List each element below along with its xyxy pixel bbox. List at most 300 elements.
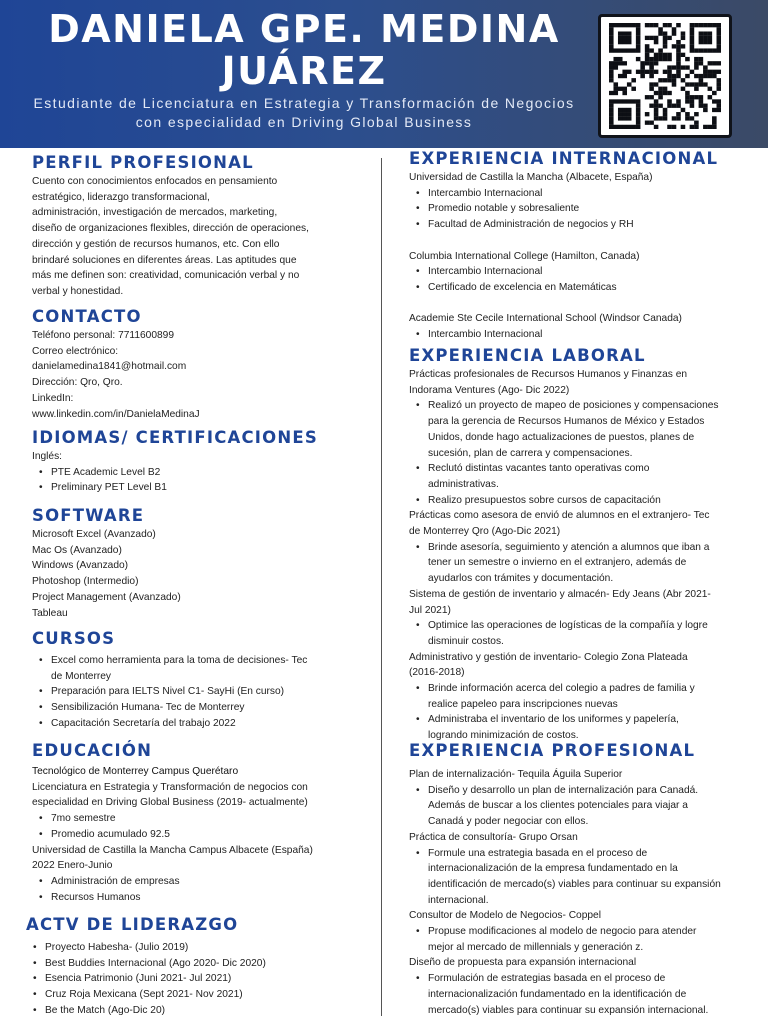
education-list bbox=[32, 811, 372, 842]
spacer bbox=[409, 296, 754, 312]
qr-module bbox=[649, 121, 654, 125]
qr-module bbox=[717, 108, 721, 112]
qr-module bbox=[667, 65, 672, 69]
qr-module bbox=[654, 104, 659, 108]
qr-module bbox=[613, 91, 618, 95]
qr-module bbox=[618, 23, 623, 27]
perfil-line: administración, investigación de mercados, marketing, bbox=[32, 207, 278, 219]
entry-list bbox=[409, 924, 754, 955]
qr-module bbox=[712, 116, 717, 120]
software-item: Microsoft Excel (Avanzado) bbox=[32, 529, 156, 540]
qr-module bbox=[663, 87, 668, 91]
qr-module bbox=[717, 27, 721, 31]
qr-module bbox=[609, 121, 614, 125]
qr-module bbox=[694, 112, 699, 116]
entry-title-line: Prácticas profesionales de Recursos Humanos y Finanzas en bbox=[409, 369, 688, 380]
list-item bbox=[428, 618, 754, 649]
qr-module bbox=[636, 36, 641, 40]
educacion-section bbox=[32, 740, 372, 905]
qr-module bbox=[618, 108, 623, 112]
qr-module bbox=[681, 108, 686, 112]
qr-module bbox=[676, 104, 681, 108]
qr-module bbox=[690, 125, 695, 129]
entry-list bbox=[409, 681, 754, 744]
qr-module bbox=[699, 74, 704, 78]
entry-title-line: (2016-2018) bbox=[409, 667, 465, 679]
qr-module bbox=[672, 116, 677, 120]
qr-module bbox=[685, 95, 690, 99]
linkedin-label: LinkedIn: bbox=[32, 392, 74, 404]
qr-module bbox=[694, 57, 699, 61]
section-heading: CURSOS bbox=[32, 629, 116, 648]
perfil-section bbox=[32, 152, 372, 300]
entry-title bbox=[409, 508, 754, 539]
qr-module bbox=[703, 82, 708, 86]
education-text bbox=[32, 843, 372, 874]
school-name: Universidad de Castilla la Mancha Campus Albacete (España) bbox=[32, 844, 313, 856]
qr-module bbox=[658, 31, 663, 35]
qr-module bbox=[649, 61, 654, 65]
qr-module bbox=[609, 36, 614, 40]
perfil-line: brindaré soluciones en diferentes áreas. Las aptitudes que bbox=[32, 254, 297, 266]
list-item bbox=[51, 700, 372, 716]
qr-module bbox=[676, 53, 681, 57]
entry-list bbox=[409, 540, 754, 587]
qr-module bbox=[694, 23, 699, 27]
qr-module bbox=[685, 74, 690, 78]
column-divider bbox=[381, 158, 382, 1016]
course-line: • Sensibilización Humana- Tec de Monterrey bbox=[51, 702, 245, 714]
qr-module bbox=[609, 112, 614, 116]
qr-module bbox=[649, 36, 654, 40]
qr-module bbox=[649, 104, 654, 108]
leadership-list bbox=[26, 940, 372, 1019]
linkedin-link[interactable]: www.linkedin.com/in/DanielaMedinaJ bbox=[32, 408, 200, 420]
qr-module bbox=[708, 31, 713, 35]
qr-module bbox=[658, 95, 663, 99]
qr-module bbox=[663, 36, 668, 40]
qr-module bbox=[636, 99, 641, 103]
qr-module bbox=[676, 48, 681, 52]
qr-module bbox=[694, 87, 699, 91]
qr-module bbox=[640, 74, 645, 78]
exp-profesional-section bbox=[409, 740, 754, 1018]
qr-module bbox=[613, 125, 618, 129]
qr-module bbox=[672, 44, 677, 48]
qr-module bbox=[618, 57, 623, 61]
qr-module bbox=[645, 57, 650, 61]
item-line: • Diseño y desarrollo un plan de internalización para Canadá. bbox=[428, 784, 699, 796]
entry-title-line: Jul 2021) bbox=[409, 604, 451, 616]
language-label: Inglés: bbox=[32, 451, 63, 462]
qr-module bbox=[627, 112, 632, 116]
entry-title bbox=[409, 587, 754, 618]
exp-laboral-section bbox=[409, 345, 754, 744]
item-line: • Brinde asesoría, seguimiento y atención a alumnos que iban a bbox=[428, 541, 710, 553]
list-item bbox=[428, 971, 754, 1018]
qr-module bbox=[609, 40, 614, 44]
contacto-text bbox=[32, 328, 372, 422]
qr-module bbox=[622, 70, 627, 74]
liderazgo-section bbox=[26, 914, 372, 1019]
qr-module bbox=[649, 87, 654, 91]
qr-module bbox=[636, 27, 641, 31]
qr-module bbox=[613, 82, 618, 86]
qr-module bbox=[618, 61, 623, 65]
qr-module bbox=[627, 31, 632, 35]
list-item bbox=[51, 684, 372, 700]
qr-module bbox=[649, 95, 654, 99]
item-line: • Realizó un proyecto de mapeo de posiciones y compensaciones bbox=[428, 400, 719, 412]
item-line: Canadá y poder negociar con ellos. bbox=[428, 816, 589, 828]
qr-module bbox=[622, 125, 627, 129]
qr-module bbox=[712, 70, 717, 74]
qr-module bbox=[681, 125, 686, 129]
qr-module bbox=[658, 48, 663, 52]
qr-module bbox=[622, 99, 627, 103]
qr-module bbox=[631, 125, 636, 129]
qr-module bbox=[645, 121, 650, 125]
qr-module bbox=[681, 78, 686, 82]
entry-list bbox=[409, 398, 754, 508]
qr-module bbox=[663, 116, 668, 120]
qr-module bbox=[640, 70, 645, 74]
qr-module bbox=[699, 78, 704, 82]
course-line: • Preparación para IELTS Nivel C1- SayHi (En curso) bbox=[51, 686, 285, 698]
section-heading: EXPERIENCIA INTERNACIONAL bbox=[409, 149, 719, 168]
qr-module bbox=[685, 116, 690, 120]
qr-module bbox=[627, 40, 632, 44]
entry-list bbox=[409, 846, 754, 909]
qr-module bbox=[609, 61, 614, 65]
qr-module bbox=[636, 48, 641, 52]
item-line: disminuir costos. bbox=[428, 635, 504, 647]
list-item: • Administración de empresas bbox=[51, 874, 372, 890]
qr-module bbox=[667, 53, 672, 57]
item-line: • Formule una estrategia basada en el proceso de bbox=[428, 847, 648, 859]
qr-module bbox=[663, 23, 668, 27]
qr-module bbox=[622, 40, 627, 44]
qr-module bbox=[658, 53, 663, 57]
entry-title bbox=[409, 650, 754, 681]
list-item bbox=[428, 783, 754, 830]
qr-module bbox=[609, 91, 614, 95]
entry-title-line: de Monterrey Qro (Ago-Dic 2021) bbox=[409, 526, 561, 538]
list-item bbox=[428, 846, 754, 909]
list-item: • Recursos Humanos bbox=[51, 890, 372, 906]
qr-module bbox=[663, 91, 668, 95]
software-item: Photoshop (Intermedio) bbox=[32, 576, 139, 588]
qr-module bbox=[609, 31, 614, 35]
qr-module bbox=[622, 108, 627, 112]
qr-module bbox=[717, 31, 721, 35]
qr-module bbox=[618, 74, 623, 78]
qr-module bbox=[703, 108, 708, 112]
section-heading: PERFIL PROFESIONAL bbox=[32, 153, 254, 172]
qr-module bbox=[618, 36, 623, 40]
qr-module bbox=[694, 121, 699, 125]
qr-module bbox=[694, 125, 699, 129]
qr-module bbox=[613, 23, 618, 27]
item-line: sucesión, plan de carrera y compensaciones. bbox=[428, 447, 633, 459]
qr-module bbox=[676, 99, 681, 103]
qr-module bbox=[631, 48, 636, 52]
qr-module bbox=[622, 23, 627, 27]
qr-module bbox=[618, 31, 623, 35]
qr-module bbox=[672, 27, 677, 31]
entry-title-line: Administrativo y gestión de inventario- Colegio Zona Plateada bbox=[409, 651, 688, 663]
qr-module bbox=[681, 36, 686, 40]
qr-module bbox=[667, 70, 672, 74]
list-item: • Proyecto Habesha- (Julio 2019) bbox=[45, 940, 372, 956]
course-line: • Capacitación Secretaría del trabajo 2022 bbox=[51, 717, 236, 729]
qr-module bbox=[663, 112, 668, 116]
qr-module bbox=[636, 125, 641, 129]
qr-module bbox=[658, 57, 663, 61]
section-heading: SOFTWARE bbox=[32, 506, 145, 525]
qr-module bbox=[627, 23, 632, 27]
qr-module bbox=[681, 44, 686, 48]
entry-title: Práctica de consultoría- Grupo Orsan bbox=[409, 831, 578, 843]
qr-module bbox=[658, 91, 663, 95]
entry-title: Consultor de Modelo de Negocios- Coppel bbox=[409, 910, 601, 922]
email-label: Correo electrónico: bbox=[32, 345, 119, 357]
qr-module bbox=[676, 116, 681, 120]
qr-module bbox=[708, 74, 713, 78]
qr-module bbox=[676, 112, 681, 116]
qr-module bbox=[690, 31, 695, 35]
qr-module bbox=[703, 23, 708, 27]
qr-module bbox=[654, 112, 659, 116]
section-heading: CONTACTO bbox=[32, 307, 142, 326]
qr-module bbox=[699, 82, 704, 86]
qr-module bbox=[685, 65, 690, 69]
cursos-section bbox=[32, 628, 372, 732]
qr-module bbox=[622, 116, 627, 120]
qr-module bbox=[712, 125, 717, 129]
item-line: • Optimice las operaciones de logísticas de la compañía y logre bbox=[428, 620, 708, 632]
qr-module bbox=[703, 74, 708, 78]
list-item: • Preliminary PET Level B1 bbox=[51, 480, 372, 496]
qr-module bbox=[627, 48, 632, 52]
entry-title: Columbia International College (Hamilton, Canada) bbox=[409, 250, 640, 262]
qr-module bbox=[717, 36, 721, 40]
qr-module bbox=[645, 48, 650, 52]
qr-module bbox=[627, 125, 632, 129]
qr-module bbox=[645, 36, 650, 40]
qr-module bbox=[654, 36, 659, 40]
contacto-section bbox=[32, 306, 372, 422]
qr-module bbox=[708, 61, 713, 65]
qr-module bbox=[609, 65, 614, 69]
certification-list bbox=[32, 465, 372, 496]
idiomas-section bbox=[32, 427, 372, 496]
qr-module bbox=[636, 23, 641, 27]
qr-module bbox=[649, 48, 654, 52]
qr-module bbox=[663, 40, 668, 44]
qr-module bbox=[636, 108, 641, 112]
qr-module bbox=[654, 91, 659, 95]
qr-module bbox=[690, 70, 695, 74]
qr-module bbox=[667, 74, 672, 78]
qr-module bbox=[690, 36, 695, 40]
perfil-line: más me definen son: creatividad, comunicación verbal y no bbox=[32, 270, 300, 282]
qr-module bbox=[658, 87, 663, 91]
qr-module bbox=[667, 23, 672, 27]
list-item bbox=[428, 924, 754, 955]
qr-module bbox=[699, 99, 704, 103]
candidate-subtitle: Estudiante de Licenciatura en Estrategia y Transformación de Negocios con especialidad en Driving Global Business bbox=[33, 95, 575, 130]
courses-list bbox=[32, 653, 372, 732]
qr-module bbox=[717, 61, 721, 65]
qr-module bbox=[654, 23, 659, 27]
qr-module bbox=[645, 61, 650, 65]
qr-module bbox=[694, 82, 699, 86]
qr-module bbox=[609, 108, 614, 112]
program-line: Licenciatura en Estrategia y Transformación de negocios con bbox=[32, 781, 308, 793]
list-item bbox=[51, 653, 372, 684]
qr-module bbox=[667, 36, 672, 40]
qr-module bbox=[618, 40, 623, 44]
perfil-line: verbal y honestidad. bbox=[32, 285, 124, 297]
qr-module bbox=[631, 99, 636, 103]
item-line: Además de buscar a los clientes potenciales para viajar a bbox=[428, 800, 688, 812]
qr-module bbox=[708, 36, 713, 40]
qr-module bbox=[690, 48, 695, 52]
qr-module bbox=[712, 48, 717, 52]
qr-module bbox=[694, 74, 699, 78]
email-link[interactable]: danielamedina1841@hotmail.com bbox=[32, 361, 187, 373]
qr-module bbox=[681, 65, 686, 69]
qr-module bbox=[636, 70, 641, 74]
qr-module bbox=[708, 87, 713, 91]
qr-module bbox=[609, 23, 614, 27]
section-heading: IDIOMAS/ CERTIFICACIONES bbox=[32, 428, 318, 447]
qr-module bbox=[717, 70, 721, 74]
qr-module bbox=[609, 27, 614, 31]
entry-list bbox=[409, 264, 754, 295]
qr-module bbox=[663, 31, 668, 35]
qr-module bbox=[667, 57, 672, 61]
qr-module bbox=[703, 70, 708, 74]
qr-module bbox=[703, 36, 708, 40]
qr-module bbox=[649, 23, 654, 27]
qr-module bbox=[690, 116, 695, 120]
qr-module bbox=[690, 44, 695, 48]
qr-module bbox=[667, 91, 672, 95]
list-item bbox=[51, 716, 372, 732]
qr-module bbox=[658, 27, 663, 31]
qr-module bbox=[654, 40, 659, 44]
qr-module bbox=[609, 48, 614, 52]
qr-module bbox=[636, 31, 641, 35]
program-line: especialidad en Driving Global Business (2019- actualmente) bbox=[32, 797, 308, 809]
qr-module bbox=[676, 70, 681, 74]
qr-module bbox=[654, 99, 659, 103]
qr-module bbox=[703, 31, 708, 35]
school-name: Tecnológico de Monterrey Campus Querétaro bbox=[32, 766, 239, 777]
qr-module bbox=[676, 44, 681, 48]
qr-module bbox=[712, 108, 717, 112]
qr-module bbox=[645, 23, 650, 27]
list-item: • Promedio notable y sobresaliente bbox=[428, 201, 754, 217]
qr-module bbox=[627, 108, 632, 112]
qr-module bbox=[717, 87, 721, 91]
qr-module bbox=[699, 23, 704, 27]
qr-module bbox=[649, 70, 654, 74]
qr-module bbox=[622, 36, 627, 40]
perfil-line: dirección y gestión de recursos humanos, etc. Con ello bbox=[32, 238, 280, 250]
item-line: internacionalización fundamentado en la identificación de bbox=[428, 988, 687, 1000]
qr-module bbox=[681, 53, 686, 57]
qr-module bbox=[654, 82, 659, 86]
qr-module bbox=[663, 78, 668, 82]
qr-module bbox=[708, 23, 713, 27]
qr-module bbox=[654, 108, 659, 112]
item-line: para la gerencia de Recursos Humanos de México y Estados bbox=[428, 416, 705, 428]
qr-module bbox=[663, 44, 668, 48]
qr-module bbox=[667, 104, 672, 108]
qr-module bbox=[663, 57, 668, 61]
qr-module bbox=[622, 61, 627, 65]
entry-title: Academie Ste Cecile International School (Windsor Canada) bbox=[409, 313, 682, 325]
qr-module bbox=[663, 108, 668, 112]
qr-module bbox=[654, 61, 659, 65]
entry-title bbox=[409, 367, 754, 398]
qr-module bbox=[708, 70, 713, 74]
qr-module bbox=[712, 91, 717, 95]
qr-module bbox=[717, 99, 721, 103]
qr-code[interactable] bbox=[598, 14, 732, 138]
qr-module bbox=[654, 53, 659, 57]
software-list bbox=[32, 527, 372, 621]
qr-module bbox=[699, 104, 704, 108]
qr-module bbox=[690, 99, 695, 103]
list-item: • PTE Academic Level B2 bbox=[51, 465, 372, 481]
qr-module bbox=[717, 48, 721, 52]
qr-module bbox=[613, 57, 618, 61]
qr-module bbox=[712, 23, 717, 27]
qr-module bbox=[708, 40, 713, 44]
qr-module bbox=[708, 48, 713, 52]
qr-module bbox=[622, 87, 627, 91]
qr-module bbox=[618, 48, 623, 52]
list-item: • Intercambio Internacional bbox=[428, 186, 754, 202]
list-item: • Facultad de Administración de negocios y RH bbox=[428, 217, 754, 233]
qr-module bbox=[622, 91, 627, 95]
entry-list bbox=[409, 327, 754, 343]
qr-module bbox=[636, 44, 641, 48]
item-line: internacionalización de la empresa fundamentado en la bbox=[428, 863, 678, 875]
qr-module bbox=[654, 116, 659, 120]
item-line: logrando minimización de costos. bbox=[428, 730, 579, 742]
list-item: • Best Buddies Internacional (Ago 2020- Dic 2020) bbox=[45, 956, 372, 972]
qr-module bbox=[609, 44, 614, 48]
qr-module bbox=[609, 125, 614, 129]
qr-module bbox=[672, 125, 677, 129]
qr-module bbox=[685, 99, 690, 103]
qr-module bbox=[636, 121, 641, 125]
qr-module bbox=[690, 95, 695, 99]
entry-list bbox=[409, 783, 754, 830]
qr-module bbox=[708, 125, 713, 129]
qr-module bbox=[618, 112, 623, 116]
qr-module bbox=[685, 57, 690, 61]
item-line: identificación de mercado(s) viables para continuar su expansión bbox=[428, 878, 721, 890]
qr-module bbox=[613, 99, 618, 103]
perfil-text bbox=[32, 174, 372, 300]
item-line: • Brinde información acerca del colegio a padres de familia y bbox=[428, 683, 695, 695]
